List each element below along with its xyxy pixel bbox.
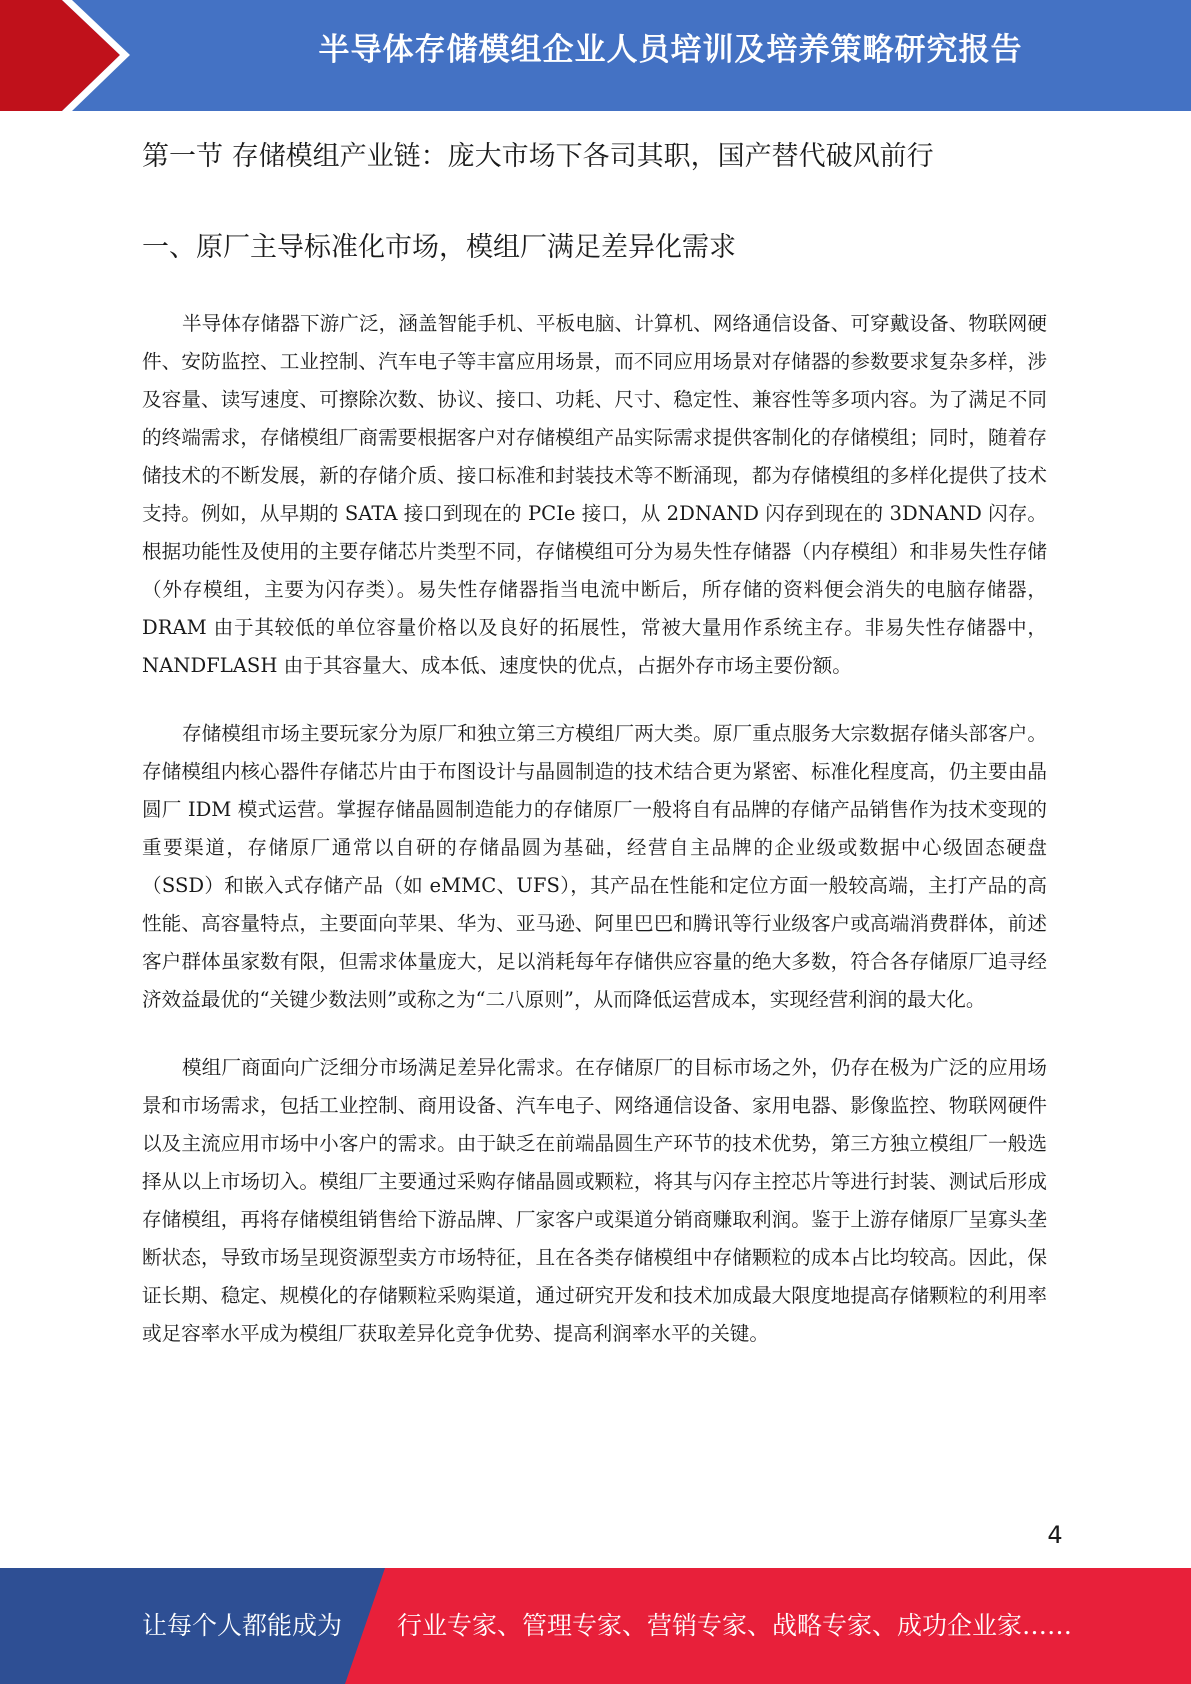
footer-slogan-right: 行业专家、管理专家、营销专家、战略专家、成功企业家…… <box>397 1611 1073 1640</box>
report-title: 半导体存储模组企业人员培训及培养策略研究报告 <box>318 32 1023 68</box>
subsection-title: 一、原厂主导标准化市场，模组厂满足差异化需求 <box>142 232 736 263</box>
header-arrow-decoration <box>0 0 160 111</box>
paragraph: 模组厂商面向广泛细分市场满足差异化需求。在存储原厂的目标市场之外，仍存在极为广泛的应用场景和市场需求，包括工业控制、商用设备、汽车电子、网络通信设备、家用电器、影像监控、物联网硬件以及主流应用市场中小客户的需求。由于缺乏在前端晶圆生产环节的技术优势，第三方独立模组厂一般选择从以上市场切入。模组厂主要通过采购存储晶圆或颗粒，将其与闪存主控芯片等进行封装、测试后形成存储模组，再将存储模组销售给下游品牌、厂家客户或渠道分销商赚取利润。鉴于上游存储原厂呈寡头垄断状态，导致市场呈现资源型卖方市场特征，且在各类存储模组中存储颗粒的成本占比均较高。因此，保证长期、稳定、规模化的存储颗粒采购渠道，通过研究开发和技术加成最大限度地提高存储颗粒的利用率或足容率水平成为模组厂获取差异化竞争优势、提高利润率水平的关键。 <box>142 1056 1047 1345</box>
document-body <box>142 120 1047 1353</box>
footer-slogan-left: 让每个人都能成为 <box>142 1611 343 1640</box>
paragraph: 存储模组市场主要玩家分为原厂和独立第三方模组厂两大类。原厂重点服务大宗数据存储头部客户。存储模组内核心器件存储芯片由于布图设计与晶圆制造的技术结合更为紧密、标准化程度高，仍主要由晶圆厂 IDM 模式运营。掌握存储晶圆制造能力的存储原厂一般将自有品牌的存储产品销售作为技术变现的重要渠道，存储原厂通常以自研的存储晶圆为基础，经营自主品牌的企业级或数据中心级固态硬盘（SSD）和嵌入式存储产品（如 eMMC、UFS），其产品在性能和定位方面一般较高端，主打产品的高性能、高容量特点，主要面向苹果、华为、亚马逊、阿里巴巴和腾讯等行业级客户或高端消费群体，前述客户群体虽家数有限，但需求体量庞大，足以消耗每年存储供应容量的绝大多数，符合各存储原厂追寻经济效益最优的“关键少数法则”或称之为“二八原则”，从而降低运营成本，实现经营利润的最大化。 <box>142 722 1047 1011</box>
page-number: 4 <box>1047 1521 1063 1549</box>
section-title: 第一节 存储模组产业链：庞大市场下各司其职，国产替代破风前行 <box>142 141 934 172</box>
header-banner <box>0 0 1191 111</box>
paragraph: 半导体存储器下游广泛，涵盖智能手机、平板电脑、计算机、网络通信设备、可穿戴设备、物联网硬件、安防监控、工业控制、汽车电子等丰富应用场景，而不同应用场景对存储器的参数要求复杂多样，涉及容量、读写速度、可擦除次数、协议、接口、功耗、尺寸、稳定性、兼容性等多项内容。为了满足不同的终端需求，存储模组厂商需要根据客户对存储模组产品实际需求提供客制化的存储模组；同时，随着存储技术的不断发展，新的存储介质、接口标准和封装技术等不断涌现，都为存储模组的多样化提供了技术支持。例如，从早期的 SATA 接口到现在的 PCIe 接口，从 2DNAND 闪存到现在的 3DNAND 闪存。根据功能性及使用的主要存储芯片类型不同，存储模组可分为易失性存储器（内存模组）和非易失性存储（外存模组，主要为闪存类）。易失性存储器指当电流中断后，所存储的资料便会消失的电脑存储器，DRAM 由于其较低的单位容量价格以及良好的拓展性，常被大量用作系统主存。非易失性存储器中，NANDFLASH 由于其容量大、成本低、速度快的优点，占据外存市场主要份额。 <box>142 312 1047 677</box>
footer-banner <box>0 1568 1191 1684</box>
